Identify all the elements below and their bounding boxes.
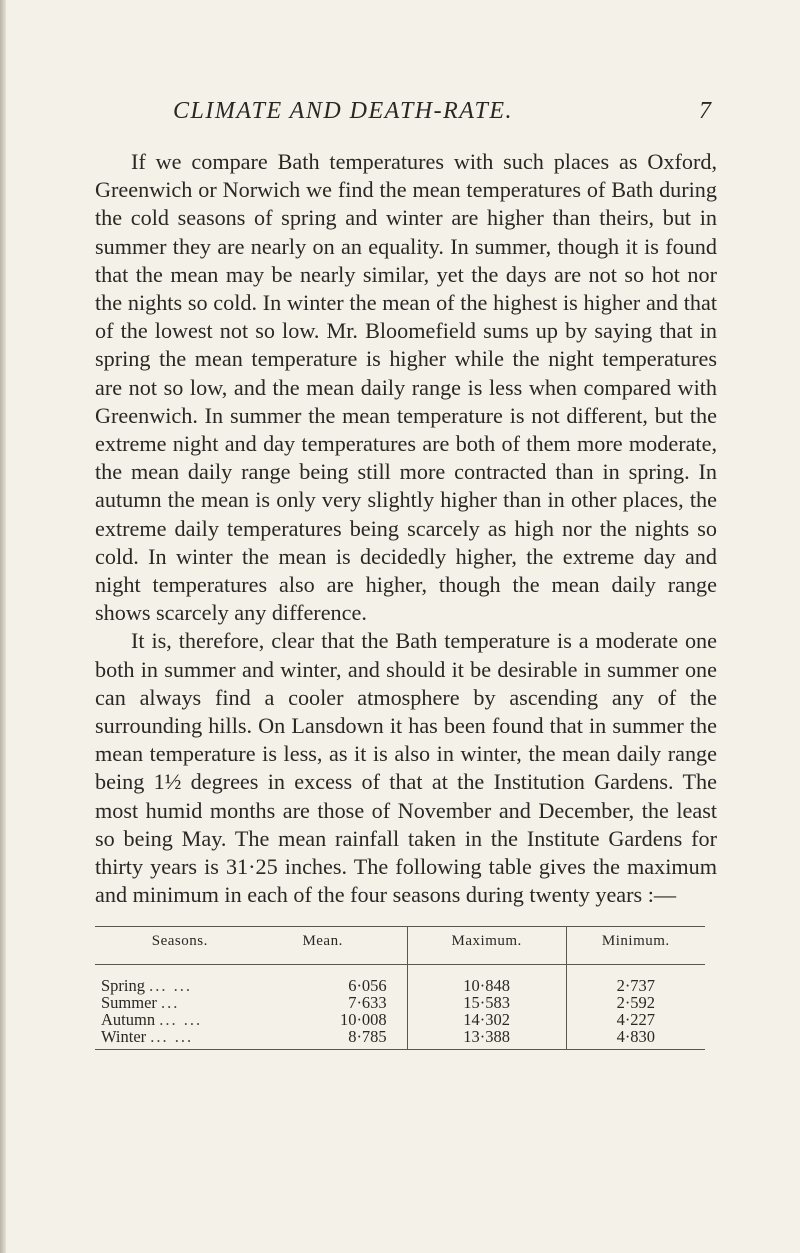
header-mean: Mean. [259, 927, 408, 965]
dot-leader: ... ... [149, 976, 193, 995]
minimum-value: 2·737 [566, 965, 705, 995]
running-title: CLIMATE AND DEATH-RATE. [173, 98, 514, 124]
season-name: Spring [101, 976, 146, 995]
header-minimum: Minimum. [566, 927, 705, 965]
header-seasons: Seasons. [95, 927, 259, 965]
running-head [95, 98, 725, 134]
maximum-value: 14·302 [407, 1011, 566, 1028]
table-row [95, 1011, 705, 1028]
minimum-value: 2·592 [566, 994, 705, 1011]
mean-value: 10·008 [339, 1010, 387, 1029]
table-header-row [95, 927, 705, 965]
table-row [95, 994, 705, 1011]
page-edge-shadow [0, 0, 6, 1253]
season-name: Winter [101, 1027, 147, 1046]
paragraph-temperature-comparison: If we compare Bath temperatures with such places as Oxford, Greenwich or Norwich we find the mean temperatures of Bath during the cold seasons of spring and winter are higher than theirs, but in summer they are nearly on an equality. In summer, though it is found that the mean may be nearly similar, yet the days are not so hot nor the nights so cold. In winter the mean of the highest is higher and that of the lowest not so low. Mr. Bloomefield sums up by saying that in spring the mean temperature is higher while the night temperatures are not so low, and the mean daily range is less when compared with Greenwich. In summer the mean temperature is not different, but the extreme night and day temperatures are both of them more moderate, the mean daily range being still more contracted than in spring. In autumn the mean is only very slightly higher than in other places, the extreme daily temperatures being scarcely as high nor the nights so cold. In winter the mean is decidedly higher, the extreme day and night temperatures also are higher, though the mean daily range shows scarcely any difference. [95, 149, 717, 626]
maximum-value: 10·848 [407, 965, 566, 995]
seasons-table [95, 926, 705, 1050]
table-row [95, 965, 705, 995]
mean-value: 6·056 [348, 976, 387, 995]
paragraph-bath-climate: It is, therefore, clear that the Bath temperature is a moderate one both in summer and winter, and should it be desirable in summer one can always find a cooler atmosphere by ascending any of the surrounding hills. On Lansdown it has been found that in summer the mean temperature is less, as it is also in winter, the mean daily range being 1½ degrees in excess of that at the Institution Gardens. The most humid months are those of November and December, the least so being May. The mean rainfall taken in the Institute Gardens for thirty years is 31·25 inches. The following table gives the maximum and minimum in each of the four seasons during twenty years :— [95, 628, 717, 908]
table-row [95, 1028, 705, 1050]
dot-leader: ... ... [150, 1027, 194, 1046]
minimum-value: 4·830 [566, 1028, 705, 1050]
page-number: 7 [699, 98, 711, 124]
header-maximum: Maximum. [407, 927, 566, 965]
season-name: Autumn [101, 1010, 156, 1029]
mean-value: 7·633 [348, 993, 387, 1012]
maximum-value: 13·388 [407, 1028, 566, 1050]
minimum-value: 4·227 [566, 1011, 705, 1028]
dot-leader: ... [161, 993, 180, 1012]
maximum-value: 15·583 [407, 994, 566, 1011]
mean-value: 8·785 [259, 1028, 408, 1050]
season-name: Summer [101, 993, 157, 1012]
dot-leader: ... ... [159, 1010, 203, 1029]
body-text [95, 148, 717, 909]
